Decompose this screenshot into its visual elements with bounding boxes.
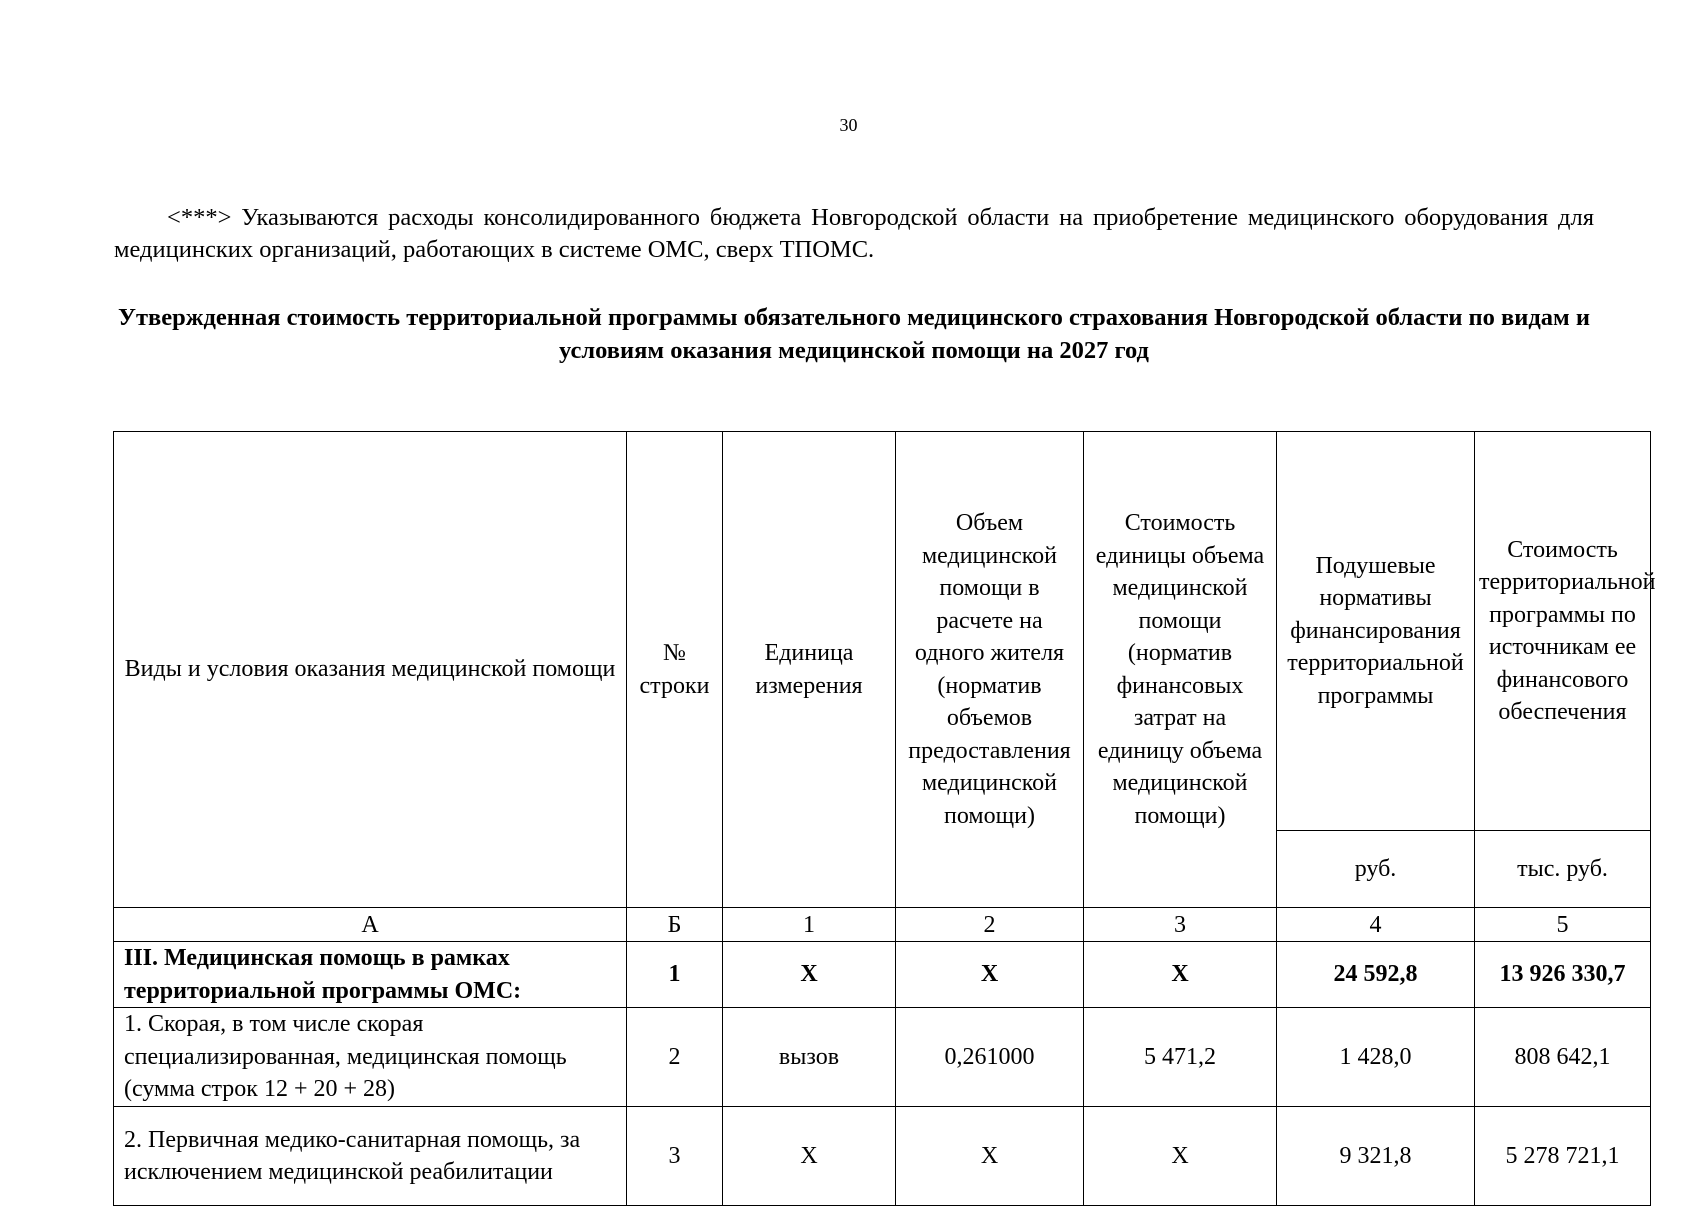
column-letter: 2: [896, 908, 1084, 942]
row-unit: Х: [723, 942, 896, 1008]
column-letter: 1: [723, 908, 896, 942]
header-unit: Единица измерения: [723, 432, 896, 908]
column-letter: А: [114, 908, 627, 942]
table-row: [114, 1107, 1651, 1206]
row-total: 5 278 721,1: [1475, 1107, 1651, 1206]
row-per-capita: 9 321,8: [1277, 1107, 1475, 1206]
row-per-capita: 1 428,0: [1277, 1008, 1475, 1107]
column-letter: 4: [1277, 908, 1475, 942]
document-title: Утвержденная стоимость территориальной программы обязательного медицинского страхования Новгородской области по видам и условиям оказания медицинской помощи на 2027 год: [118, 304, 1590, 364]
unit-thousand-rubles: тыс. руб.: [1475, 831, 1651, 908]
table-row: [114, 942, 1651, 1008]
footnote: <***> Указываются расходы консолидированного бюджета Новгородской области на приобретение медицинского оборудования для медицинских организаций, работающих в системе ОМС, сверх ТПОМС.: [114, 204, 1594, 263]
table-row: [114, 1008, 1651, 1107]
row-total: 808 642,1: [1475, 1008, 1651, 1107]
row-unit: вызов: [723, 1008, 896, 1107]
row-unit-cost: Х: [1084, 942, 1277, 1008]
row-name: 2. Первичная медико-санитарная помощь, за исключением медицинской реабилитации: [114, 1107, 627, 1206]
row-volume: Х: [896, 1107, 1084, 1206]
row-unit-cost: Х: [1084, 1107, 1277, 1206]
row-volume: Х: [896, 942, 1084, 1008]
header-volume: Объем медицинской помощи в расчете на одного жителя (норматив объемов предоставления медицинской помощи): [896, 432, 1084, 908]
row-volume: 0,261000: [896, 1008, 1084, 1107]
header-care-types: Виды и условия оказания медицинской помощи: [114, 432, 627, 908]
column-letter: 3: [1084, 908, 1277, 942]
table-header-row: [114, 432, 1651, 831]
row-line-number: 1: [627, 942, 723, 1008]
header-program-cost: Стоимость территориальной программы по источникам ее финансового обеспечения: [1475, 432, 1651, 831]
row-line-number: 2: [627, 1008, 723, 1107]
row-unit: Х: [723, 1107, 896, 1206]
header-per-capita: Подушевые нормативы финансирования территориальной программы: [1277, 432, 1475, 831]
header-line-number: № строки: [627, 432, 723, 908]
row-total: 13 926 330,7: [1475, 942, 1651, 1008]
row-name: III. Медицинская помощь в рамках территориальной программы ОМС:: [114, 942, 627, 1008]
row-name: 1. Скорая, в том числе скорая специализированная, медицинская помощь (сумма строк 12 + 20 + 28): [114, 1008, 627, 1107]
column-letters-row: [114, 908, 1651, 942]
column-letter: 5: [1475, 908, 1651, 942]
unit-rubles: руб.: [1277, 831, 1475, 908]
cost-table: [113, 431, 1656, 1206]
column-letter: Б: [627, 908, 723, 942]
row-unit-cost: 5 471,2: [1084, 1008, 1277, 1107]
row-per-capita: 24 592,8: [1277, 942, 1475, 1008]
row-line-number: 3: [627, 1107, 723, 1206]
header-unit-cost: Стоимость единицы объема медицинской помощи (норматив финансовых затрат на единицу объема медицинской помощи): [1084, 432, 1277, 908]
page-number: 30: [839, 115, 858, 135]
